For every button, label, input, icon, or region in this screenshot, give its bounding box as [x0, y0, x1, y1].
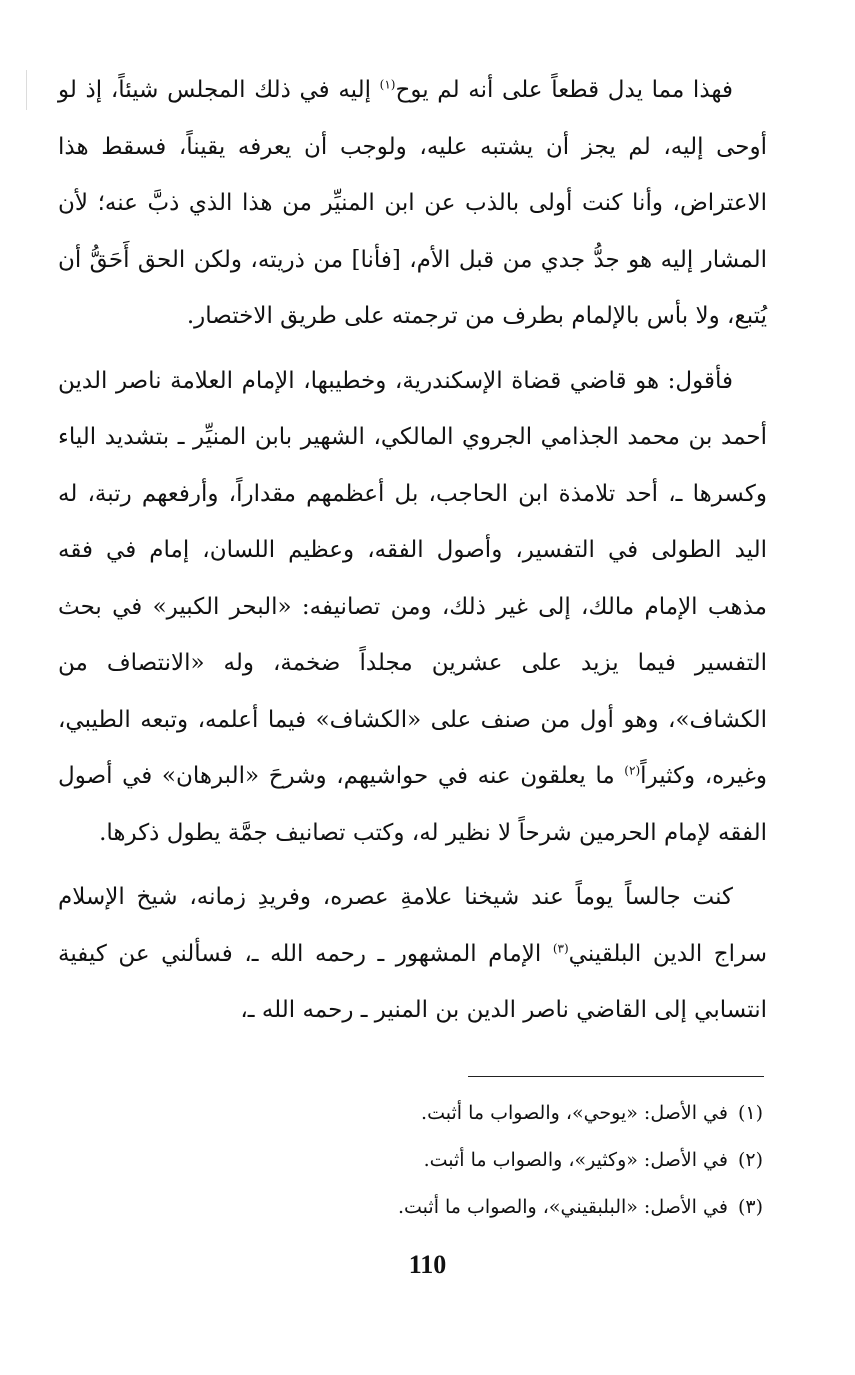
footnote-text: في الأصل: «وكثير»، والصواب ما أثبت.: [423, 1149, 728, 1171]
paragraph-text: الإمام المشهور ـ رحمه الله ـ، فسألني عن كيفية انتسابي إلى القاضي ناصر الدين بن المنير ـ رحمه الله ـ،: [58, 940, 767, 1023]
footnote-number: (١): [737, 1102, 763, 1124]
footnote-1: [167, 1090, 767, 1137]
footnote-2: [167, 1137, 767, 1184]
paragraph-text: كنت جالساً يوماً عند شيخنا علامةِ عصره، وفريدِ زمانه، شيخ الإسلام سراج الدين البلقيني: [58, 884, 768, 967]
footnote-divider: [468, 1076, 764, 1077]
footnote-number: (٣): [737, 1196, 763, 1218]
footnotes: [167, 1090, 767, 1231]
footnote-3: [167, 1184, 767, 1231]
footnote-text: في الأصل: «البلبقيني»، والصواب ما أثبت.: [397, 1196, 728, 1218]
page-number: 110: [408, 1250, 447, 1279]
margin-mark: [26, 70, 27, 110]
footnote-ref-2: (٢): [624, 763, 641, 778]
footnote-text: في الأصل: «يوحي»، والصواب ما أثبت.: [421, 1102, 728, 1124]
footnote-number: (٢): [737, 1149, 763, 1171]
main-text: [58, 62, 767, 1039]
paragraph-text: ما يعلقون عنه في حواشيهم، وشرحَ «البرهان» في أصول الفقه لإمام الحرمين شرحاً لا نظير له، وكتب تصانيف جمَّة يطول ذكرها.: [58, 763, 767, 846]
footnote-ref-3: (٣): [552, 940, 569, 955]
paragraph-2: [58, 353, 767, 862]
paragraph-text: فأقول: هو قاضي قضاة الإسكندرية، وخطيبها، الإمام العلامة ناصر الدين أحمد بن محمد الجذامي الجروي المالكي، الشهير بابن المنيِّر ـ بتشديد الياء وكسرها ـ، أحد تلامذة ابن الحاجب، بل أعظمهم مقداراً، وأرفعهم رتبة، له اليد الطولى في التفسير، وأصول الفقه، وعظيم اللسان، إمام في فقه مذهب الإمام مالك، إلى غير ذلك، ومن تصانيفه: «البحر الكبير» في بحث التفسير فيما يزيد على عشرين مجلداً ضخمة، وله «الانتصاف من الكشاف»، وهو أول من صنف على «الكشاف» فيما أعلمه، وتبعه الطيبي، وغيره، وكثيراً: [58, 367, 767, 789]
paragraph-1: [58, 62, 767, 345]
paragraph-text: فهذا مما يدل قطعاً على أنه لم يوح: [395, 77, 733, 103]
footnote-ref-1: (١): [379, 77, 396, 92]
paragraph-text: إليه في ذلك المجلس شيئاً، إذ لو أوحى إليه، لم يجز أن يشتبه عليه، ولوجب أن يعرفه يقيناً، فسقط هذا الاعتراض، وأنا كنت أولى بالذب عن ابن المنيِّر من هذا الذي ذبَّ عنه؛ لأن المشار إليه هو جدُّ جدي من قبل الأم، [فأنا] من ذريته، ولكن الحق أَحَقُّ أن يُتبع، ولا بأس بالإلمام بطرف من ترجمته على طريق الاختصار.: [58, 77, 767, 329]
paragraph-3: [58, 869, 767, 1039]
